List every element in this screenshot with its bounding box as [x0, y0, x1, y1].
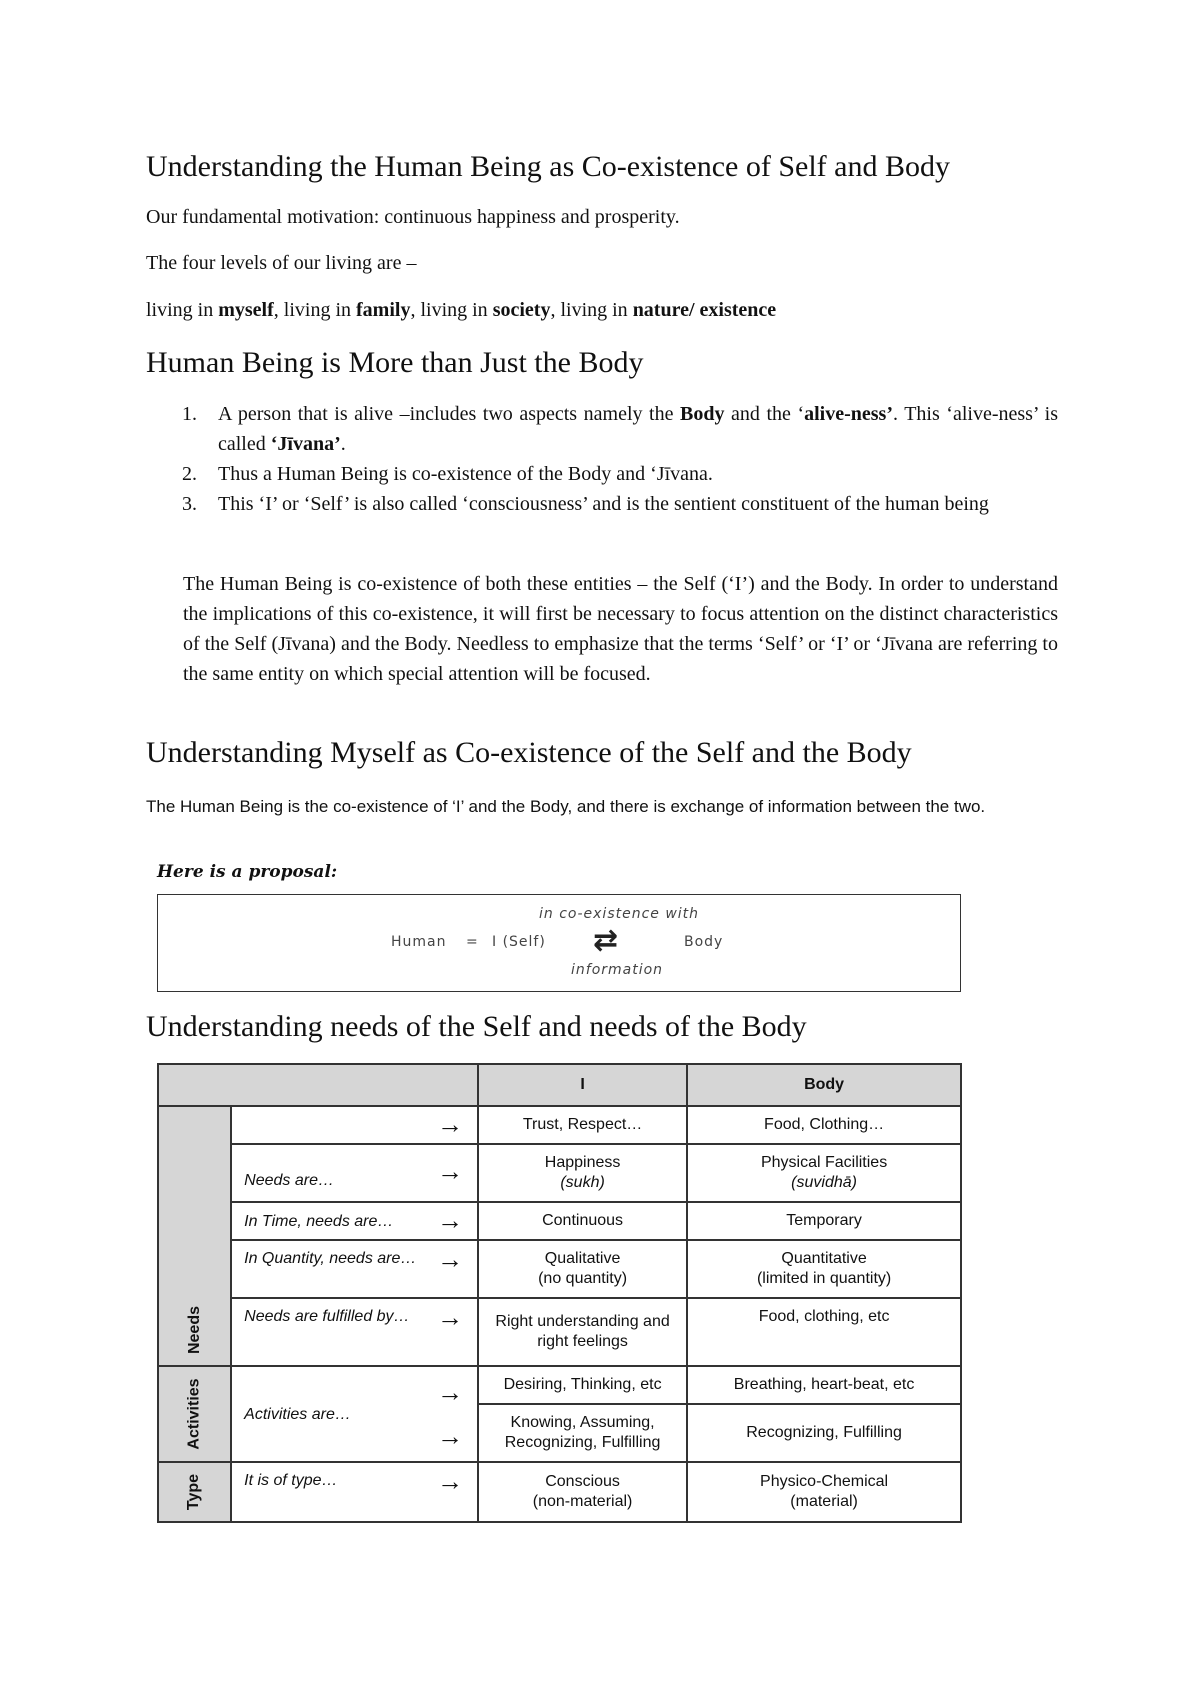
exchange-arrows-icon: ⇄ — [593, 923, 619, 958]
section-heading-needs: Understanding needs of the Self and needs of the Body — [146, 1010, 807, 1043]
table-row: Needs → Trust, Respect… Food, Clothing… — [158, 1106, 961, 1144]
exchange-paragraph: The Human Being is the co-existence of ‘I’ and the Body, and there is exchange of information between the two. — [146, 797, 986, 816]
self-label: I (Self) — [492, 934, 546, 950]
table-header-i: I — [478, 1064, 687, 1106]
self-body-paragraph: The Human Being is co-existence of both these entities – the Self (‘I’) and the Body. In order to understand the implications of this co-existence, it will first be necessary to focus attention on the distinct characteristics of the Self (Jīvana) and the Body. Needless to emphasize that the terms ‘Self’ or ‘I’ or ‘Jīvana are referring to the same entity on which special attention will be focused. — [183, 573, 1058, 685]
row-label: In Time, needs are… — [244, 1213, 394, 1230]
levels-intro-text: The four levels of our living are – — [146, 252, 417, 274]
list-item: 2. Thus a Human Being is co-existence of the Body and ‘Jīvana. — [182, 463, 713, 485]
equals-sign: = — [466, 934, 479, 950]
arrow-icon: → — [436, 1421, 463, 1451]
side-label-needs: Needs — [158, 1106, 231, 1366]
section-heading-myself: Understanding Myself as Co-existence of the Self and the Body — [146, 736, 912, 769]
arrow-icon: → — [436, 1377, 463, 1407]
table-row: Activities Activities are… → → Desiring, Thinking, etc Breathing, heart-beat, etc — [158, 1366, 961, 1404]
body-label: Body — [684, 934, 724, 950]
row-label: In Quantity, needs are… — [244, 1250, 417, 1267]
arrow-icon: → — [436, 1466, 463, 1496]
row-label: Needs are fulfilled by… — [244, 1308, 410, 1325]
side-label-activities: Activities — [158, 1366, 231, 1462]
proposal-title: Here is a proposal: — [157, 862, 338, 882]
motivation-text: Our fundamental motivation: continuous happiness and prosperity. — [146, 206, 680, 228]
table-row: Type It is of type… → Conscious (non-material) Physico-Chemical (material) — [158, 1462, 961, 1522]
list-item: 3. This ‘I’ or ‘Self’ is also called ‘consciousness’ and is the sentient constituent of the human being — [182, 493, 989, 515]
coexistence-label: in co-existence with — [539, 906, 700, 922]
human-label: Human — [391, 934, 447, 950]
table-header-blank — [158, 1064, 478, 1106]
table-row: Needs are… → Happiness (sukh) Physical Facilities (suvidhā) — [158, 1144, 961, 1202]
levels-text: living in myself, living in family, living in society, living in nature/ existence — [146, 299, 777, 321]
needs-table — [157, 1063, 962, 1523]
proposal-diagram — [157, 894, 961, 992]
row-label: Activities are… — [244, 1406, 351, 1423]
arrow-icon: → — [436, 1302, 463, 1332]
row-label: It is of type… — [244, 1472, 338, 1489]
arrow-icon: → — [436, 1205, 463, 1235]
table-row: Knowing, Assuming, Recognizing, Fulfilling Recognizing, Fulfilling — [158, 1404, 961, 1462]
side-label-type: Type — [158, 1462, 231, 1522]
table-row: In Quantity, needs are… → Qualitative (no quantity) Quantitative (limited in quantity) — [158, 1240, 961, 1298]
table-row: Needs are fulfilled by… → Right understanding and right feelings Food, clothing, etc — [158, 1298, 961, 1366]
list-item: 1. A person that is alive –includes two aspects namely the Body and the ‘alive-ness’. This ‘alive-ness’ is called ‘Jīvana’. — [182, 403, 1058, 455]
arrow-icon: → — [436, 1244, 463, 1274]
arrow-icon: → — [436, 1109, 463, 1139]
aspects-list — [146, 399, 1058, 519]
table-header-body: Body — [687, 1064, 961, 1106]
arrow-icon: → — [436, 1156, 463, 1186]
row-label: Needs are… — [244, 1172, 334, 1189]
information-label: information — [571, 962, 664, 978]
page-title: Understanding the Human Being as Co-existence of Self and Body — [146, 150, 950, 183]
table-row: In Time, needs are… → Continuous Temporary — [158, 1202, 961, 1240]
section-heading-more-than-body: Human Being is More than Just the Body — [146, 346, 644, 379]
